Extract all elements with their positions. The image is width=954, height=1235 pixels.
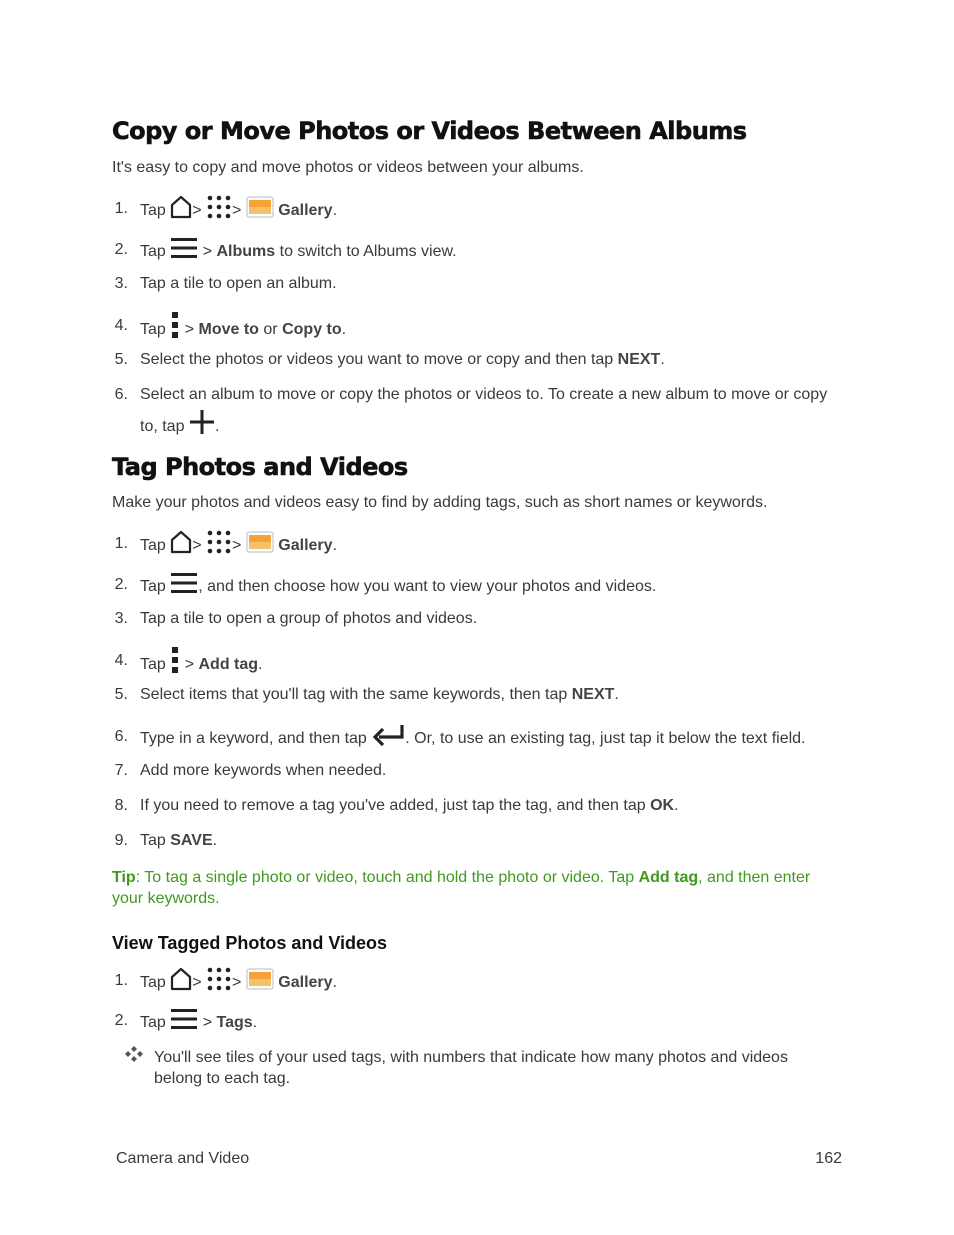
step-number: 6. [114, 386, 128, 403]
page-number: 162 [815, 1150, 842, 1167]
step-7 [112, 757, 852, 785]
step-number: 1. [114, 200, 128, 217]
step-text: Tap [140, 202, 166, 219]
step-text: Tap a tile to open a group of photos and videos. [140, 610, 478, 627]
enter-icon [371, 723, 405, 747]
tip-label: Tip [112, 869, 136, 886]
step-text: , and then choose how you want to view your photos and videos. [198, 578, 657, 595]
step-text: Type in a keyword, and then tap [140, 730, 367, 747]
punctuation: . [674, 797, 679, 814]
step-8 [112, 792, 852, 820]
add-tag-label: Add tag [198, 656, 259, 673]
step-number: 2. [114, 576, 128, 593]
step-text: Tap [140, 974, 166, 991]
save-label: SAVE [170, 832, 213, 849]
menu-icon [170, 1007, 198, 1031]
more-vert-icon [170, 312, 180, 338]
separator: > [202, 243, 213, 260]
step-2 [112, 571, 852, 599]
step-2 [112, 1007, 852, 1035]
home-icon [170, 530, 192, 554]
step-number: 5. [114, 686, 128, 703]
add-tag-label: Add tag [638, 869, 699, 886]
tip-text: your keywords. [112, 890, 220, 907]
step-6 [112, 723, 852, 751]
section-intro: It's easy to copy and move photos or videos between your albums. [112, 159, 584, 176]
tip-text: : To tag a single photo or video, touch and hold the photo or video. Tap [135, 869, 635, 886]
punctuation: . [332, 537, 338, 554]
step-text: to switch to Albums view. [279, 243, 457, 260]
step-text: Tap [140, 578, 166, 595]
step-number: 7. [114, 762, 128, 779]
separator: > [232, 537, 242, 554]
step-text: Tap [140, 656, 166, 673]
step-4 [112, 312, 852, 340]
step-text: Tap [140, 832, 166, 849]
punctuation: . [341, 321, 347, 338]
gallery-label: Gallery [278, 974, 333, 991]
step-text: to, tap [140, 418, 185, 435]
step-text: Add more keywords when needed. [140, 762, 387, 779]
punctuation: . [332, 974, 338, 991]
step-3 [112, 605, 852, 633]
punctuation: . [660, 351, 665, 368]
step-text: Tap [140, 537, 166, 554]
step-5 [112, 681, 852, 709]
bullet-text: You'll see tiles of your used tags, with numbers that indicate how many photos and videos [154, 1049, 788, 1066]
bullet-text: belong to each tag. [154, 1070, 291, 1087]
step-number: 1. [114, 972, 128, 989]
step-text: If you need to remove a tag you've added, just tap the tag, and then tap [140, 797, 646, 814]
home-icon [170, 967, 192, 991]
punctuation: . [252, 1014, 258, 1031]
albums-label: Albums [216, 243, 276, 260]
step-text: Select the photos or videos you want to move or copy and then tap [140, 351, 614, 368]
step-1 [112, 530, 852, 558]
step-number: 1. [114, 535, 128, 552]
section-title: Tag Photos and Videos [112, 453, 408, 481]
separator: > [232, 202, 242, 219]
menu-icon [170, 571, 198, 595]
separator: > [192, 202, 202, 219]
separator: > [192, 537, 202, 554]
bullet-note [154, 1047, 788, 1089]
next-label: NEXT [571, 686, 615, 703]
apps-icon [206, 530, 232, 554]
apps-icon [206, 967, 232, 991]
separator: > [184, 656, 195, 673]
step-text: Tap [140, 1014, 166, 1031]
next-label: NEXT [617, 351, 661, 368]
punctuation: . [212, 832, 218, 849]
step-number: 3. [114, 610, 128, 627]
gallery-label: Gallery [278, 537, 333, 554]
step-number: 2. [114, 241, 128, 258]
tip-text: , and then enter [698, 869, 811, 886]
footer-section: Camera and Video [116, 1150, 250, 1167]
step-number: 5. [114, 351, 128, 368]
bullet-diamonds-icon [125, 1046, 143, 1062]
punctuation: . [258, 656, 263, 673]
gallery-label: Gallery [278, 202, 333, 219]
more-vert-icon [170, 647, 180, 673]
tags-label: Tags [216, 1014, 253, 1031]
step-text: Select items that you'll tag with the same keywords, then tap [140, 686, 568, 703]
gallery-icon [246, 967, 274, 991]
gallery-icon [246, 195, 274, 219]
step-4 [112, 647, 852, 675]
step-text: . Or, to use an existing tag, just tap it below the text field. [405, 730, 806, 747]
step-text: Tap [140, 321, 166, 338]
separator: > [202, 1014, 213, 1031]
plus-icon [189, 409, 215, 435]
step-number: 6. [114, 728, 128, 745]
step-text: Tap a tile to open an album. [140, 275, 337, 292]
separator: > [192, 974, 202, 991]
tip-note [112, 867, 852, 909]
step-1 [112, 195, 852, 223]
step-6 [112, 381, 852, 437]
step-number: 2. [114, 1012, 128, 1029]
separator: > [232, 974, 242, 991]
apps-icon [206, 195, 232, 219]
punctuation: . [614, 686, 619, 703]
step-number: 3. [114, 275, 128, 292]
step-number: 4. [114, 317, 128, 334]
ok-label: OK [650, 797, 675, 814]
menu-icon [170, 236, 198, 260]
punctuation: . [214, 418, 220, 435]
step-text: or [263, 321, 278, 338]
separator: > [184, 321, 195, 338]
step-1 [112, 967, 852, 995]
step-number: 9. [114, 832, 128, 849]
step-text: Select an album to move or copy the photos or videos to. To create a new album to move or copy [140, 386, 828, 403]
step-5 [112, 346, 852, 374]
subsection-title: View Tagged Photos and Videos [112, 933, 388, 953]
copy-to-label: Copy to [282, 321, 342, 338]
step-text: Tap [140, 243, 166, 260]
step-3 [112, 270, 852, 298]
home-icon [170, 195, 192, 219]
step-9 [112, 827, 852, 855]
step-number: 8. [114, 797, 128, 814]
gallery-icon [246, 530, 274, 554]
section-title: Copy or Move Photos or Videos Between Albums [112, 117, 747, 145]
section-intro: Make your photos and videos easy to find by adding tags, such as short names or keywords. [112, 494, 768, 511]
step-2 [112, 236, 852, 264]
step-number: 4. [114, 652, 128, 669]
punctuation: . [332, 202, 338, 219]
move-to-label: Move to [198, 321, 259, 338]
